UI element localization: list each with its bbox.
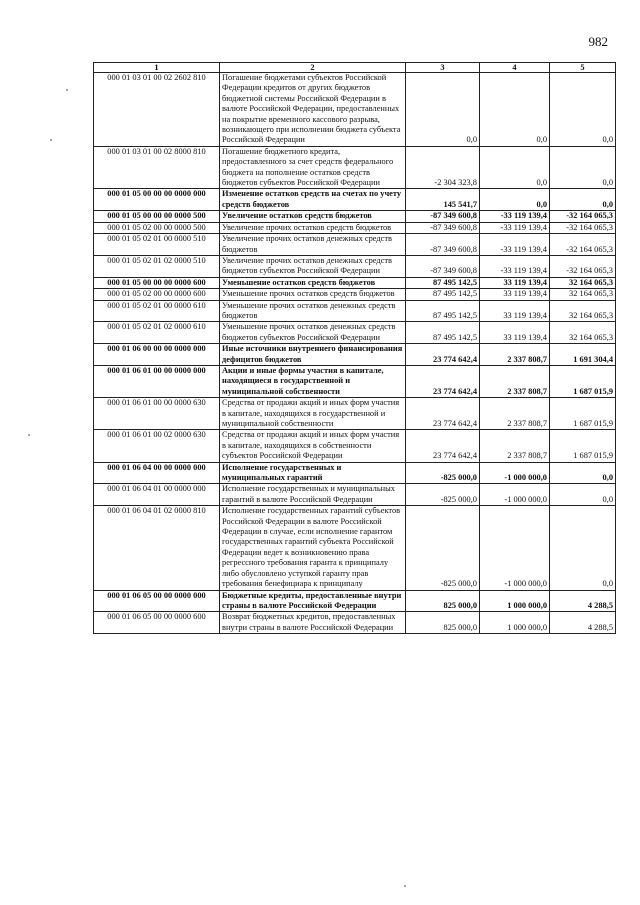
row-name: Увеличение прочих остатков денежных средств бюджетов xyxy=(220,234,406,256)
row-value-col4: 2 337 808,7 xyxy=(480,365,550,397)
table-row xyxy=(94,506,616,590)
row-value-col5: 0,0 xyxy=(550,484,616,506)
table-row xyxy=(94,289,616,300)
row-value-col5: 32 164 065,3 xyxy=(550,322,616,344)
row-value-col4: -1 000 000,0 xyxy=(480,462,550,484)
row-value-col4: 1 000 000,0 xyxy=(480,590,550,612)
row-value-col5: -32 164 065,3 xyxy=(550,234,616,256)
row-name: Уменьшение прочих остатков денежных средств бюджетов субъектов Российской Федерации xyxy=(220,322,406,344)
row-value-col3: 825 000,0 xyxy=(406,590,480,612)
row-value-col5: 1 687 015,9 xyxy=(550,430,616,462)
row-name: Исполнение государственных и муниципальных гарантий xyxy=(220,462,406,484)
table-row xyxy=(94,300,616,322)
row-value-col3: 87 495 142,5 xyxy=(406,277,480,288)
row-value-col3: 23 774 642,4 xyxy=(406,398,480,430)
table-row xyxy=(94,73,616,147)
row-value-col4: -1 000 000,0 xyxy=(480,506,550,590)
row-value-col3: -2 304 323,8 xyxy=(406,146,480,189)
row-value-col3: -825 000,0 xyxy=(406,462,480,484)
row-name: Увеличение прочих остатков средств бюджетов xyxy=(220,222,406,233)
row-value-col3: 825 000,0 xyxy=(406,612,480,634)
row-name: Возврат бюджетных кредитов, предоставленных внутри страны в валюте Российской Федерации xyxy=(220,612,406,634)
row-code: 000 01 06 04 00 00 0000 000 xyxy=(94,462,220,484)
row-code: 000 01 05 02 01 00 0000 510 xyxy=(94,234,220,256)
row-name: Средства от продажи акций и иных форм участия в капитале, находящихся в собственности субъектов Российской Федерации xyxy=(220,430,406,462)
row-code: 000 01 05 00 00 00 0000 000 xyxy=(94,189,220,211)
row-value-col4: 0,0 xyxy=(480,73,550,147)
row-value-col5: 1 687 015,9 xyxy=(550,398,616,430)
row-value-col4: -33 119 139,4 xyxy=(480,255,550,277)
scan-speck xyxy=(66,89,68,91)
row-value-col5: 0,0 xyxy=(550,506,616,590)
row-value-col4: -33 119 139,4 xyxy=(480,211,550,222)
row-value-col3: -825 000,0 xyxy=(406,506,480,590)
row-value-col3: 23 774 642,4 xyxy=(406,365,480,397)
row-value-col4: 33 119 139,4 xyxy=(480,300,550,322)
row-value-col5: 32 164 065,3 xyxy=(550,277,616,288)
row-value-col4: 0,0 xyxy=(480,146,550,189)
row-value-col5: 4 288,5 xyxy=(550,612,616,634)
row-value-col5: 32 164 065,3 xyxy=(550,289,616,300)
row-value-col5: 4 288,5 xyxy=(550,590,616,612)
table-row xyxy=(94,277,616,288)
row-name: Иные источники внутреннего финансирования дефицитов бюджетов xyxy=(220,344,406,366)
row-value-col4: -1 000 000,0 xyxy=(480,484,550,506)
page-number: 982 xyxy=(588,34,608,49)
row-code: 000 01 06 04 01 02 0000 810 xyxy=(94,506,220,590)
table-row xyxy=(94,430,616,462)
table-row xyxy=(94,462,616,484)
row-value-col3: 0,0 xyxy=(406,73,480,147)
column-header-1: 1 xyxy=(94,63,220,73)
row-name: Увеличение прочих остатков денежных средств бюджетов субъектов Российской Федерации xyxy=(220,255,406,277)
row-value-col3: 23 774 642,4 xyxy=(406,344,480,366)
row-value-col5: 1 687 015,9 xyxy=(550,365,616,397)
table-row xyxy=(94,222,616,233)
row-name: Исполнение государственных и муниципальных гарантий в валюте Российской Федерации xyxy=(220,484,406,506)
row-value-col4: 33 119 139,4 xyxy=(480,322,550,344)
row-value-col4: 2 337 808,7 xyxy=(480,398,550,430)
row-value-col3: -87 349 600,8 xyxy=(406,255,480,277)
row-value-col3: 145 541,7 xyxy=(406,189,480,211)
column-header-2: 2 xyxy=(220,63,406,73)
row-value-col3: -87 349 600,8 xyxy=(406,234,480,256)
row-value-col5: 0,0 xyxy=(550,73,616,147)
row-code: 000 01 06 05 00 00 0000 000 xyxy=(94,590,220,612)
table-row xyxy=(94,612,616,634)
row-name: Акции и иные формы участия в капитале, находящиеся в государственной и муниципальной собственности xyxy=(220,365,406,397)
scan-speck xyxy=(50,139,52,141)
table-row xyxy=(94,344,616,366)
table-body xyxy=(94,73,616,634)
row-value-col5: 0,0 xyxy=(550,189,616,211)
row-value-col5: 0,0 xyxy=(550,146,616,189)
row-value-col5: -32 164 065,3 xyxy=(550,211,616,222)
row-value-col5: 32 164 065,3 xyxy=(550,300,616,322)
row-code: 000 01 05 00 00 00 0000 600 xyxy=(94,277,220,288)
row-name: Бюджетные кредиты, предоставленные внутри страны в валюте Российской Федерации xyxy=(220,590,406,612)
table-row xyxy=(94,211,616,222)
row-name: Погашение бюджетами субъектов Российской Федерации кредитов от других бюджетов бюджетной системы Российской Федерации в валюте Российской Федерации, предоставленных на покрытие временного кассового разрыва, возникающего при исполнении бюджета субъекта Российской Федерации xyxy=(220,73,406,147)
table-row xyxy=(94,234,616,256)
row-code: 000 01 05 02 00 00 0000 500 xyxy=(94,222,220,233)
row-value-col4: 33 119 139,4 xyxy=(480,289,550,300)
row-code: 000 01 05 02 00 00 0000 600 xyxy=(94,289,220,300)
row-code: 000 01 06 01 00 02 0000 630 xyxy=(94,430,220,462)
row-name: Уменьшение прочих остатков средств бюджетов xyxy=(220,289,406,300)
row-value-col5: -32 164 065,3 xyxy=(550,222,616,233)
column-header-3: 3 xyxy=(406,63,480,73)
row-value-col5: 0,0 xyxy=(550,462,616,484)
row-value-col4: 33 119 139,4 xyxy=(480,277,550,288)
row-value-col4: -33 119 139,4 xyxy=(480,234,550,256)
row-value-col3: -87 349 600,8 xyxy=(406,222,480,233)
row-name: Изменение остатков средств на счетах по учету средств бюджетов xyxy=(220,189,406,211)
row-code: 000 01 06 00 00 00 0000 000 xyxy=(94,344,220,366)
table-row xyxy=(94,590,616,612)
row-value-col3: 87 495 142,5 xyxy=(406,300,480,322)
row-value-col3: 23 774 642,4 xyxy=(406,430,480,462)
row-value-col3: 87 495 142,5 xyxy=(406,322,480,344)
table-row xyxy=(94,146,616,189)
row-code: 000 01 06 05 00 00 0000 600 xyxy=(94,612,220,634)
row-value-col4: 1 000 000,0 xyxy=(480,612,550,634)
row-value-col3: -87 349 600,8 xyxy=(406,211,480,222)
row-value-col3: -825 000,0 xyxy=(406,484,480,506)
row-name: Увеличение остатков средств бюджетов xyxy=(220,211,406,222)
row-value-col4: -33 119 139,4 xyxy=(480,222,550,233)
table-row xyxy=(94,322,616,344)
table-header-row xyxy=(94,63,616,73)
row-value-col4: 2 337 808,7 xyxy=(480,344,550,366)
table-row xyxy=(94,365,616,397)
table-row xyxy=(94,255,616,277)
table-row xyxy=(94,189,616,211)
scan-speck xyxy=(28,434,30,436)
row-name: Погашение бюджетного кредита, предоставленного за счет средств федерального бюджета на пополнение остатков средств бюджетов субъектов Российской Федерации xyxy=(220,146,406,189)
table-row xyxy=(94,398,616,430)
column-header-5: 5 xyxy=(550,63,616,73)
row-value-col4: 0,0 xyxy=(480,189,550,211)
row-name: Исполнение государственных гарантий субъектов Российской Федерации в валюте Российской Федерации в случае, если исполнение гарантом государственных гарантий субъекта Российской Федерации ведет к возникновению права регрессного требования гаранта к принципалу либо обусловлено уступкой гаранту прав требования бенефициара к принципалу xyxy=(220,506,406,590)
row-code: 000 01 05 02 01 02 0000 510 xyxy=(94,255,220,277)
row-value-col3: 87 495 142,5 xyxy=(406,289,480,300)
budget-table xyxy=(93,62,616,634)
scan-speck xyxy=(404,885,406,887)
row-code: 000 01 05 02 01 02 0000 610 xyxy=(94,322,220,344)
row-name: Средства от продажи акций и иных форм участия в капитале, находящихся в государственной и муниципальной собственности xyxy=(220,398,406,430)
row-name: Уменьшение прочих остатков денежных средств бюджетов xyxy=(220,300,406,322)
row-name: Уменьшение остатков средств бюджетов xyxy=(220,277,406,288)
row-code: 000 01 03 01 00 02 2602 810 xyxy=(94,73,220,147)
row-value-col5: -32 164 065,3 xyxy=(550,255,616,277)
row-code: 000 01 03 01 00 02 8000 810 xyxy=(94,146,220,189)
row-code: 000 01 06 04 01 00 0000 000 xyxy=(94,484,220,506)
row-code: 000 01 06 01 00 00 0000 630 xyxy=(94,398,220,430)
column-header-4: 4 xyxy=(480,63,550,73)
row-value-col4: 2 337 808,7 xyxy=(480,430,550,462)
row-code: 000 01 06 01 00 00 0000 000 xyxy=(94,365,220,397)
row-code: 000 01 05 00 00 00 0000 500 xyxy=(94,211,220,222)
row-value-col5: 1 691 304,4 xyxy=(550,344,616,366)
row-code: 000 01 05 02 01 00 0000 610 xyxy=(94,300,220,322)
table-row xyxy=(94,484,616,506)
